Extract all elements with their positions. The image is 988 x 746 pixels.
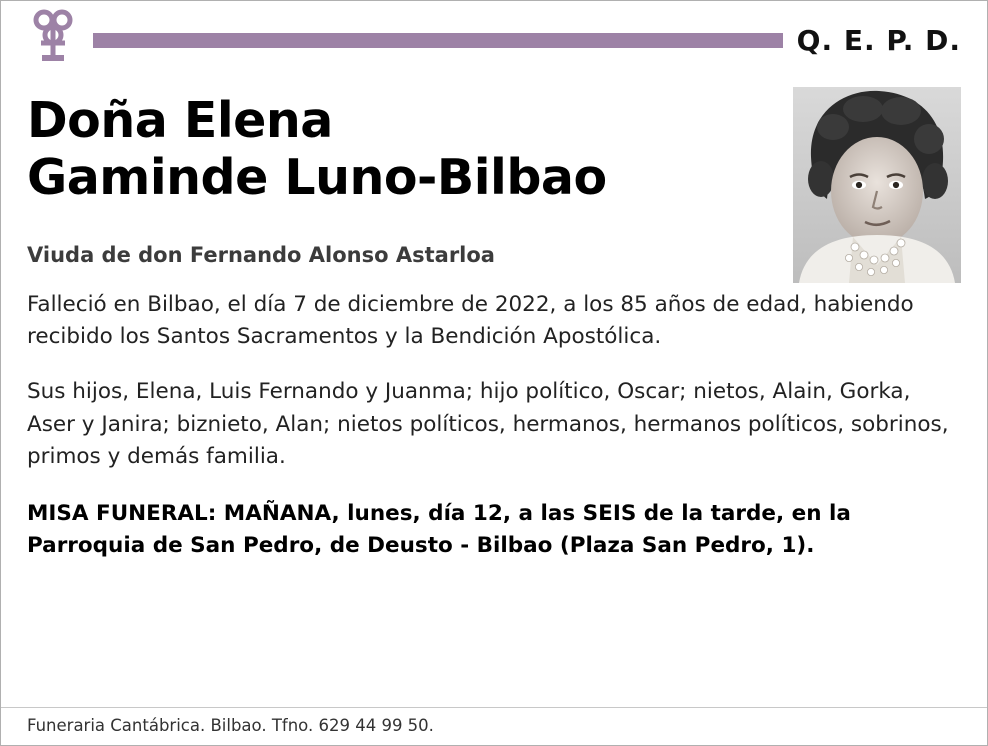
notice-header <box>1 1 987 79</box>
deceased-name-line-1: Doña Elena <box>27 92 333 149</box>
portrait-photo-woman <box>793 87 961 283</box>
family-paragraph: Sus hijos, Elena, Luis Fernando y Juanma; hijo político, Oscar; nietos, Alain, Gorka, Aser y Janira; biznieto, Alan; nietos políticos, hermanos, hermanos políticos, sobrinos, primos y demás familia. <box>27 379 949 470</box>
qepd-label: Q. E. P. D. <box>796 23 961 57</box>
page-title <box>27 93 767 207</box>
header-rule <box>93 33 783 48</box>
deceased-relation: Viuda de don Fernando Alonso Astarloa <box>27 242 495 267</box>
notice-body <box>1 93 987 563</box>
funeral-notice: MISA FUNERAL: MAÑANA, lunes, día 12, a las SEIS de la tarde, en la Parroquia de San Pedro, de Deusto - Bilbao (Plaza San Pedro, 1). <box>27 501 851 559</box>
death-paragraph: Falleció en Bilbao, el día 7 de diciembre de 2022, a los 85 años de edad, habiendo recibido los Santos Sacramentos y la Bendición Apostólica. <box>27 291 914 350</box>
deceased-name-line-2: Gaminde Luno-Bilbao <box>27 148 607 206</box>
celtic-cross-icon <box>27 9 79 71</box>
footer-funeral-home: Funeraria Cantábrica. Bilbao. Tfno. 629 44 99 50. <box>1 707 987 745</box>
